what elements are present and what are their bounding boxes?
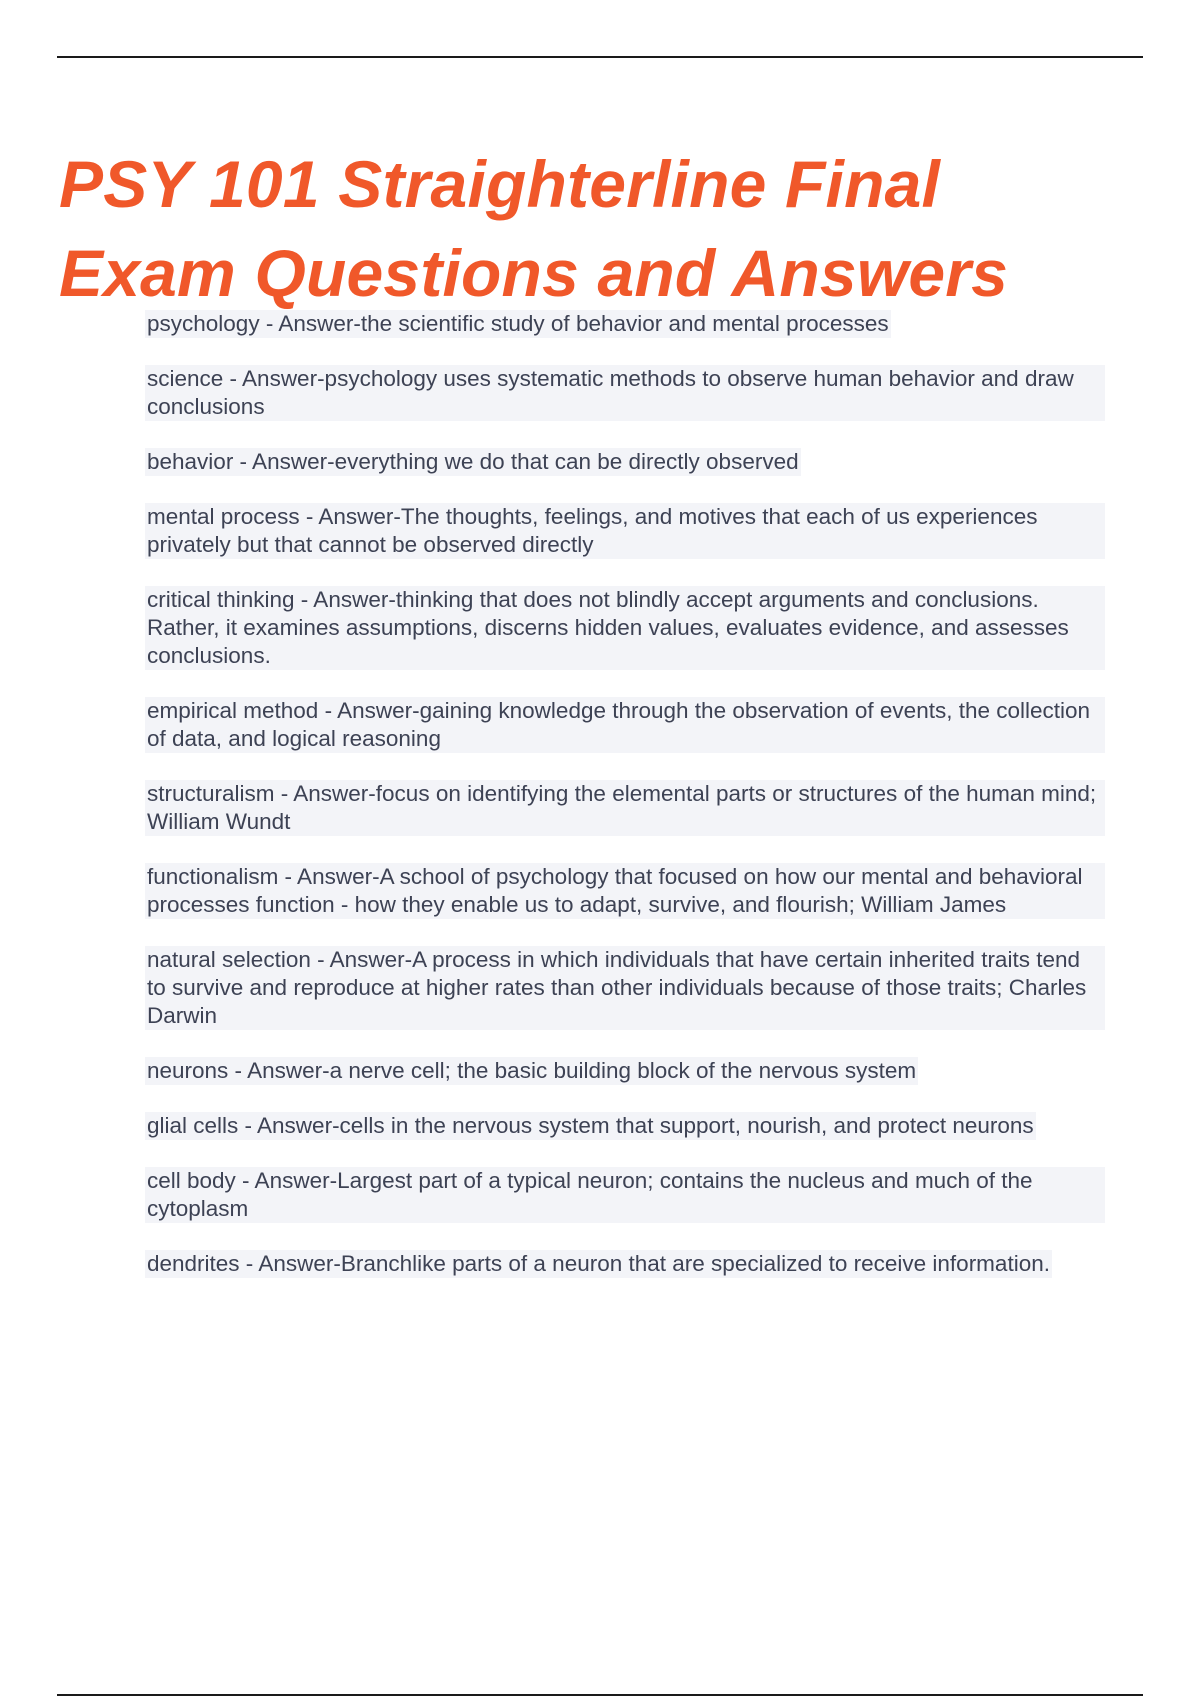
qa-entry-functionalism: functionalism - Answer-A school of psychology that focused on how our mental and behavioral processes function - how they enable us to adapt, survive, and flourish; William James <box>145 863 1105 919</box>
bottom-rule <box>57 1694 1143 1696</box>
title-line-1: PSY 101 Straighterline Final <box>59 147 941 221</box>
list-item <box>145 1112 1105 1167</box>
qa-entry-neurons: neurons - Answer-a nerve cell; the basic building block of the nervous system <box>147 1058 917 1083</box>
qa-entry-glial-cells: glial cells - Answer-cells in the nervous system that support, nourish, and protect neurons <box>147 1113 1034 1138</box>
qa-entry-natural-selection: natural selection - Answer-A process in which individuals that have certain inherited traits tend to survive and reproduce at higher rates than other individuals because of those traits; Charles Darwin <box>145 946 1105 1030</box>
qa-entry-cell-body: cell body - Answer-Largest part of a typical neuron; contains the nucleus and much of the cytoplasm <box>145 1167 1105 1223</box>
list-item <box>145 1057 1105 1112</box>
list-item <box>145 780 1105 863</box>
list-item <box>145 946 1105 1057</box>
qa-entry-dendrites: dendrites - Answer-Branchlike parts of a neuron that are specialized to receive information. <box>147 1251 1050 1276</box>
qa-entry-structuralism: structuralism - Answer-focus on identifying the elemental parts or structures of the human mind; William Wundt <box>145 780 1105 836</box>
list-item <box>145 448 1105 503</box>
list-item <box>145 1167 1105 1250</box>
list-item <box>145 365 1105 448</box>
qa-entry-science: science - Answer-psychology uses systematic methods to observe human behavior and draw conclusions <box>145 365 1105 421</box>
qa-list <box>145 310 1105 1305</box>
list-item <box>145 310 1105 365</box>
top-rule <box>57 56 1143 58</box>
list-item <box>145 697 1105 780</box>
list-item <box>145 586 1105 697</box>
list-item <box>145 1250 1105 1305</box>
qa-entry-critical-thinking: critical thinking - Answer-thinking that does not blindly accept arguments and conclusions. Rather, it examines assumptions, discerns hidden values, evaluates evidence, and assesses conclusions. <box>145 586 1105 670</box>
list-item <box>145 503 1105 586</box>
qa-entry-empirical-method: empirical method - Answer-gaining knowledge through the observation of events, the collection of data, and logical reasoning <box>145 697 1105 753</box>
document-title <box>59 140 1169 318</box>
title-line-2: Exam Questions and Answers <box>59 236 1009 310</box>
qa-entry-behavior: behavior - Answer-everything we do that can be directly observed <box>147 449 799 474</box>
qa-entry-psychology: psychology - Answer-the scientific study of behavior and mental processes <box>147 311 889 336</box>
qa-entry-mental-process: mental process - Answer-The thoughts, feelings, and motives that each of us experiences privately but that cannot be observed directly <box>145 503 1105 559</box>
list-item <box>145 863 1105 946</box>
